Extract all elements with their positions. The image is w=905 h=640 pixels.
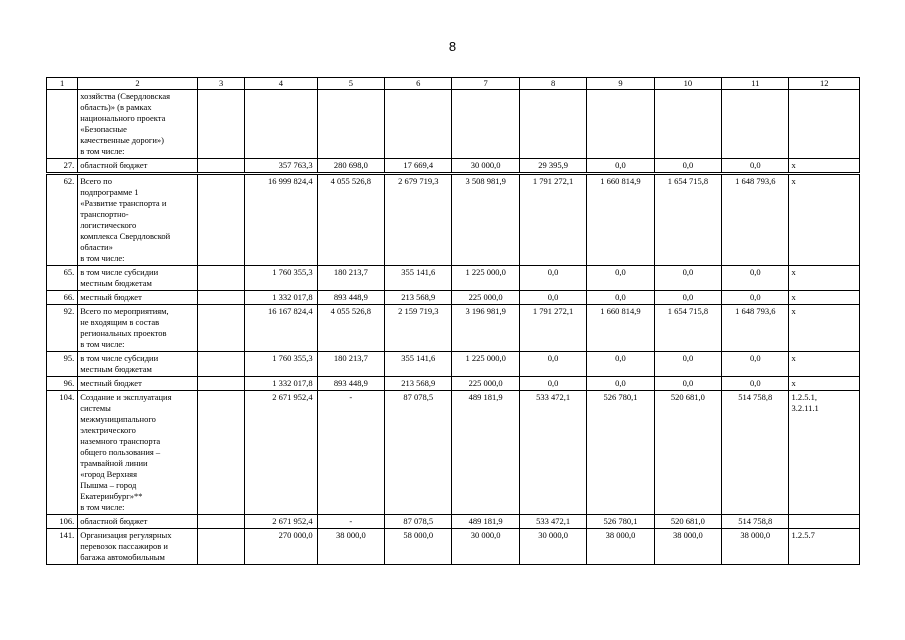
col9-cell: 0,0 [587,159,654,174]
col10-cell: 520 681,0 [654,515,721,529]
col5-cell: 893 448,9 [317,377,384,391]
row-number-cell: 27. [47,159,78,174]
col9-cell: 0,0 [587,266,654,291]
header-cell: 12 [789,78,860,90]
item-name-cell: Организация регулярных перевозок пассажиров и багажа автомобильным [78,529,198,565]
header-row [47,78,860,90]
table-row [47,305,860,352]
item-name-cell: местный бюджет [78,377,198,391]
header-cell: 9 [587,78,654,90]
col12-cell: х [789,377,860,391]
col3-cell [197,90,244,159]
col5-cell: - [317,515,384,529]
col8-cell: 533 472,1 [519,391,586,515]
col9-cell [587,90,654,159]
col3-cell [197,291,244,305]
col4-cell: 270 000,0 [245,529,317,565]
table-row [47,159,860,174]
col3-cell [197,352,244,377]
col9-cell: 38 000,0 [587,529,654,565]
page-number: 8 [448,39,457,54]
col6-cell: 355 141,6 [385,352,452,377]
col7-cell: 3 508 981,9 [452,174,519,266]
row-number-cell: 141. [47,529,78,565]
col11-cell: 0,0 [722,291,789,305]
col7-cell: 225 000,0 [452,291,519,305]
col5-cell: 38 000,0 [317,529,384,565]
col10-cell: 0,0 [654,266,721,291]
col11-cell: 0,0 [722,352,789,377]
col7-cell [452,90,519,159]
row-number-cell: 96. [47,377,78,391]
col11-cell: 0,0 [722,159,789,174]
col3-cell [197,174,244,266]
col10-cell: 1 654 715,8 [654,174,721,266]
table-row [47,174,860,266]
col11-cell: 514 758,8 [722,515,789,529]
item-name-cell: местный бюджет [78,291,198,305]
col7-cell: 489 181,9 [452,391,519,515]
header-cell: 1 [47,78,78,90]
table-row [47,291,860,305]
item-name-cell: Всего по мероприятиям, не входящим в состав региональных проектов в том числе: [78,305,198,352]
col12-cell: х [789,291,860,305]
col4-cell: 2 671 952,4 [245,391,317,515]
col11-cell: 0,0 [722,266,789,291]
table-row [47,529,860,565]
col3-cell [197,159,244,174]
col12-cell: х [789,352,860,377]
col7-cell: 30 000,0 [452,529,519,565]
col3-cell [197,266,244,291]
col7-cell: 30 000,0 [452,159,519,174]
header-cell: 10 [654,78,721,90]
col10-cell [654,90,721,159]
table-row [47,377,860,391]
col3-cell [197,515,244,529]
col11-cell: 514 758,8 [722,391,789,515]
col12-cell: х [789,159,860,174]
col8-cell: 0,0 [519,377,586,391]
header-cell: 8 [519,78,586,90]
col6-cell: 17 669,4 [385,159,452,174]
item-name-cell: хозяйства (Свердловская область)» (в рамках национального проекта «Безопасные качественные дороги») в том числе: [78,90,198,159]
col5-cell: 280 698,0 [317,159,384,174]
row-number-cell [47,90,78,159]
col5-cell: 893 448,9 [317,291,384,305]
col8-cell [519,90,586,159]
col5-cell: 4 055 526,8 [317,174,384,266]
col6-cell: 58 000,0 [385,529,452,565]
col8-cell: 1 791 272,1 [519,305,586,352]
table-row [47,352,860,377]
row-number-cell: 95. [47,352,78,377]
col7-cell: 3 196 981,9 [452,305,519,352]
col3-cell [197,391,244,515]
col4-cell: 357 763,3 [245,159,317,174]
table-row [47,266,860,291]
col5-cell: 4 055 526,8 [317,305,384,352]
col8-cell: 29 395,9 [519,159,586,174]
col8-cell: 1 791 272,1 [519,174,586,266]
col9-cell: 526 780,1 [587,515,654,529]
col6-cell: 213 568,9 [385,377,452,391]
col9-cell: 1 660 814,9 [587,305,654,352]
col6-cell: 87 078,5 [385,515,452,529]
col12-cell: 1.2.5.1, 3.2.11.1 [789,391,860,515]
col6-cell: 2 679 719,3 [385,174,452,266]
col12-cell: 1.2.5.7 [789,529,860,565]
col7-cell: 225 000,0 [452,377,519,391]
col3-cell [197,305,244,352]
col5-cell [317,90,384,159]
col8-cell: 30 000,0 [519,529,586,565]
col6-cell [385,90,452,159]
item-name-cell: в том числе субсидии местным бюджетам [78,352,198,377]
col7-cell: 1 225 000,0 [452,266,519,291]
table-row [47,515,860,529]
col12-cell [789,515,860,529]
col4-cell: 1 760 355,3 [245,266,317,291]
col11-cell: 1 648 793,6 [722,305,789,352]
col6-cell: 355 141,6 [385,266,452,291]
col6-cell: 2 159 719,3 [385,305,452,352]
col10-cell: 0,0 [654,352,721,377]
row-number-cell: 92. [47,305,78,352]
col9-cell: 0,0 [587,291,654,305]
col9-cell: 0,0 [587,352,654,377]
header-cell: 7 [452,78,519,90]
col9-cell: 0,0 [587,377,654,391]
header-cell: 11 [722,78,789,90]
col7-cell: 489 181,9 [452,515,519,529]
item-name-cell: Всего по подпрограмме 1 «Развитие транспорта и транспортно- логистического комплекса Свердловской области» в том числе: [78,174,198,266]
col11-cell: 38 000,0 [722,529,789,565]
col8-cell: 533 472,1 [519,515,586,529]
header-cell: 5 [317,78,384,90]
col12-cell: х [789,305,860,352]
row-number-cell: 62. [47,174,78,266]
table-row [47,90,860,159]
row-number-cell: 65. [47,266,78,291]
col5-cell: 180 213,7 [317,352,384,377]
col11-cell [722,90,789,159]
col6-cell: 213 568,9 [385,291,452,305]
header-cell: 2 [78,78,198,90]
col11-cell: 1 648 793,6 [722,174,789,266]
col4-cell: 16 167 824,4 [245,305,317,352]
col6-cell: 87 078,5 [385,391,452,515]
item-name-cell: областной бюджет [78,159,198,174]
col4-cell: 1 760 355,3 [245,352,317,377]
col10-cell: 0,0 [654,377,721,391]
col10-cell: 0,0 [654,159,721,174]
header-cell: 6 [385,78,452,90]
col12-cell [789,90,860,159]
col8-cell: 0,0 [519,352,586,377]
col10-cell: 38 000,0 [654,529,721,565]
col11-cell: 0,0 [722,377,789,391]
item-name-cell: в том числе субсидии местным бюджетам [78,266,198,291]
item-name-cell: областной бюджет [78,515,198,529]
col4-cell: 1 332 017,8 [245,291,317,305]
col10-cell: 520 681,0 [654,391,721,515]
col5-cell: 180 213,7 [317,266,384,291]
col12-cell: х [789,174,860,266]
col4-cell: 16 999 824,4 [245,174,317,266]
col7-cell: 1 225 000,0 [452,352,519,377]
table-row [47,391,860,515]
col8-cell: 0,0 [519,291,586,305]
row-number-cell: 66. [47,291,78,305]
col10-cell: 0,0 [654,291,721,305]
col8-cell: 0,0 [519,266,586,291]
col4-cell: 2 671 952,4 [245,515,317,529]
header-cell: 4 [245,78,317,90]
col9-cell: 526 780,1 [587,391,654,515]
col10-cell: 1 654 715,8 [654,305,721,352]
col4-cell [245,90,317,159]
row-number-cell: 104. [47,391,78,515]
col5-cell: - [317,391,384,515]
budget-table [46,77,860,565]
col3-cell [197,377,244,391]
header-cell: 3 [197,78,244,90]
row-number-cell: 106. [47,515,78,529]
col4-cell: 1 332 017,8 [245,377,317,391]
item-name-cell: Создание и эксплуатация системы межмуниципального электрического наземного транспорта общего пользования – трамвайной линии «город Верхняя Пышма – город Екатеринбург»** в том числе: [78,391,198,515]
col3-cell [197,529,244,565]
col9-cell: 1 660 814,9 [587,174,654,266]
col12-cell: х [789,266,860,291]
